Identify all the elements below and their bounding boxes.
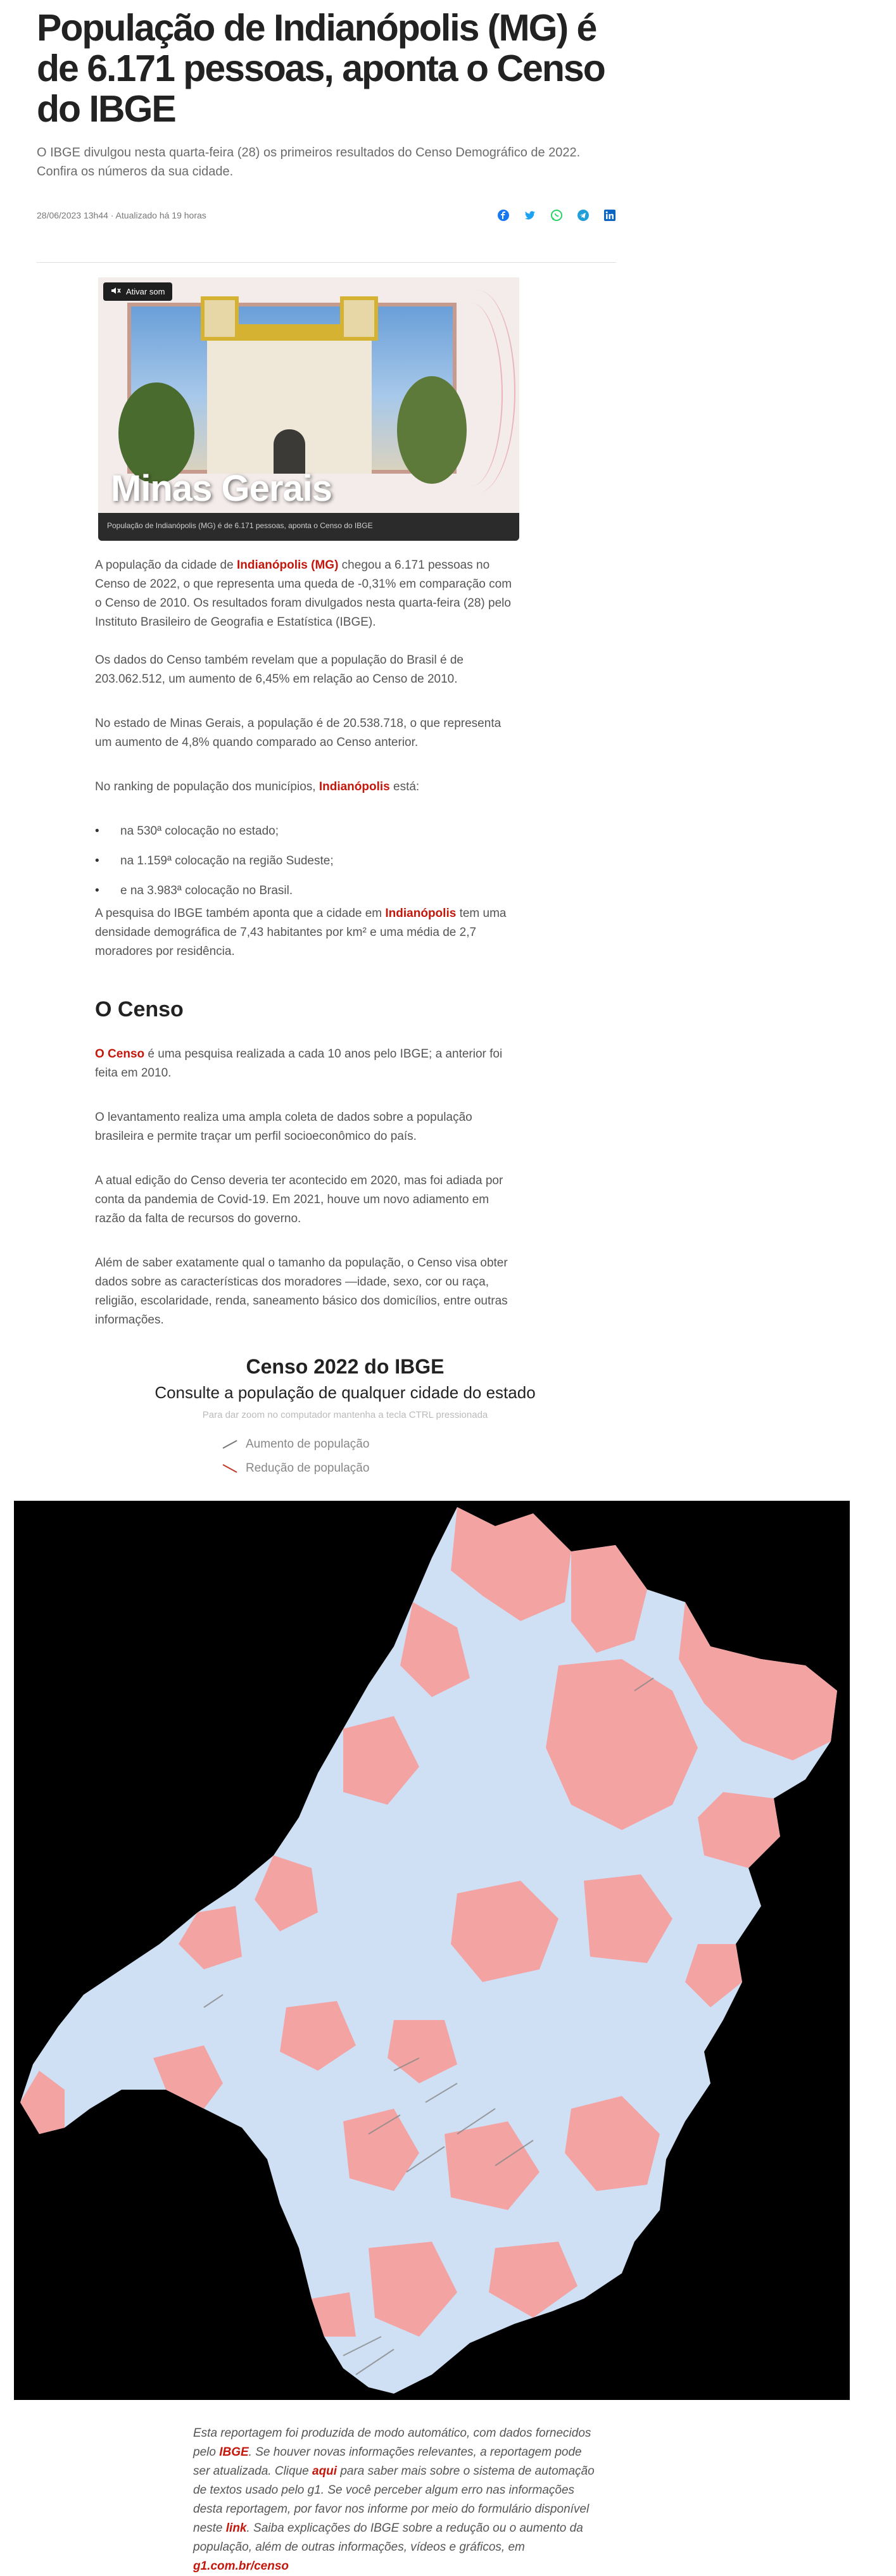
- paragraph: O levantamento realiza uma ampla coleta de dados sobre a população brasileira e permite traçar um perfil socioeconômico do país.: [95, 1111, 472, 1143]
- paragraph: A atual edição do Censo deveria ter acontecido em 2020, mas foi adiada por conta da pandemia de Covid-19. Em 2021, houve um novo adiamento em razão da falta de recursos do governo.: [95, 1174, 503, 1225]
- ibge-link[interactable]: IBGE: [219, 2446, 249, 2459]
- city-link[interactable]: Indianópolis: [385, 907, 457, 920]
- video-caption: População de Indianópolis (MG) é de 6.171 pessoas, aponta o Censo do IBGE: [107, 521, 373, 530]
- section-heading: O Censo: [95, 997, 184, 1021]
- share-bar: [497, 209, 616, 222]
- meta-row: [37, 209, 616, 222]
- speaker-muted-icon: [111, 286, 121, 297]
- automation-note: Esta reportagem foi produzida de modo automático, com dados fornecidos pelo IBGE. Se houver novas informações relevantes, a reportagem pode ser atualizada. Clique aqui para saber mais sobre o sistema de automação de textos usado pelo g1. Se você perceber algum erro nas informações desta reportagem, por favor nos informe por meio do formulário disponível neste link. Saiba explicações do IBGE sobre a redução ou o aumento da população, além de outras informações, vídeos e gráficos, em g1.com.br/censo: [193, 2427, 595, 2573]
- church-illustration: [207, 324, 372, 474]
- video-player[interactable]: [98, 277, 519, 541]
- decrease-arrow-icon: [222, 1463, 238, 1474]
- increase-arrow-icon: [222, 1439, 238, 1449]
- facebook-icon[interactable]: [497, 209, 510, 222]
- legend-increase: Aumento de população: [222, 1432, 369, 1456]
- linkedin-icon[interactable]: [603, 209, 616, 222]
- church-tower: [340, 296, 378, 341]
- censo-site-link[interactable]: g1.com.br/censo: [193, 2560, 289, 2573]
- legend-decrease: Redução de população: [222, 1456, 369, 1481]
- list-item: • na 530ª colocação no estado;: [120, 822, 279, 841]
- article-header: [37, 0, 619, 220]
- map-svg[interactable]: [14, 1501, 850, 2400]
- publish-date: 28/06/2023 13h44 · Atualizado há 19 horas: [37, 210, 206, 220]
- censo-link[interactable]: O Censo: [95, 1047, 145, 1061]
- twitter-icon[interactable]: [524, 209, 536, 222]
- city-link[interactable]: Indianópolis (MG): [236, 559, 339, 572]
- paragraph: No estado de Minas Gerais, a população é de 20.538.718, o que representa um aumento de 4,8% quando comparado ao Censo anterior.: [95, 717, 502, 749]
- list-item: • e na 3.983ª colocação no Brasil.: [120, 881, 293, 900]
- map-legend: [222, 1432, 369, 1481]
- aqui-link[interactable]: aqui: [312, 2465, 338, 2478]
- whatsapp-icon[interactable]: [550, 209, 563, 222]
- paragraph: A pesquisa do IBGE também aponta que a cidade em Indianópolis tem uma densidade demográfica de 7,43 habitantes por km² e uma média de 2,7 moradores por residência.: [95, 907, 507, 958]
- church-photo: [127, 303, 457, 474]
- paragraph: No ranking de população dos municípios, Indianópolis está:: [95, 780, 420, 793]
- video-frame: [98, 277, 519, 513]
- church-tower: [201, 296, 239, 341]
- form-link[interactable]: link: [225, 2522, 247, 2535]
- tree: [397, 376, 467, 484]
- article-title: População de Indianópolis (MG) é de 6.171 pessoas, aponta o Censo do IBGE: [37, 7, 605, 130]
- unmute-button[interactable]: [103, 282, 172, 301]
- minas-gerais-map[interactable]: [14, 1501, 850, 2400]
- paragraph: O Censo é uma pesquisa realizada a cada 10 anos pelo IBGE; a anterior foi feita em 2010.: [95, 1047, 503, 1080]
- list-item: • na 1.159ª colocação na região Sudeste;: [120, 852, 334, 871]
- paragraph: A população da cidade de Indianópolis (MG) chegou a 6.171 pessoas no Censo de 2022, o que representa uma queda de -0,31% em comparação com o Censo de 2010. Os resultados foram divulgados nesta quarta-feira (28) pelo Instituto Brasileiro de Geografia e Estatística (IBGE).: [95, 559, 512, 629]
- article-subtitle: O IBGE divulgou nesta quarta-feira (28) os primeiros resultados do Censo Demográfico de 2022. Confira os números da sua cidade.: [37, 146, 581, 179]
- paragraph: Além de saber exatamente qual o tamanho da população, o Censo visa obter dados sobre as características dos moradores —idade, sexo, cor ou raça, religião, escolaridade, renda, saneamento básico dos domicílios, entre outras informações.: [95, 1256, 508, 1327]
- map-title: Censo 2022 do IBGE: [246, 1355, 445, 1378]
- map-subtitle: Consulte a população de qualquer cidade do estado: [155, 1383, 536, 1402]
- city-link[interactable]: Indianópolis: [319, 780, 390, 793]
- unmute-label: Ativar som: [126, 287, 165, 296]
- header-divider: [37, 262, 616, 263]
- video-overlay-title: Minas Gerais: [111, 468, 332, 509]
- telegram-icon[interactable]: [577, 209, 590, 222]
- map-hint: Para dar zoom no computador mantenha a tecla CTRL pressionada: [202, 1410, 488, 1420]
- paragraph: Os dados do Censo também revelam que a população do Brasil é de 203.062.512, um aumento de 6,45% em relação ao Censo de 2010.: [95, 653, 464, 686]
